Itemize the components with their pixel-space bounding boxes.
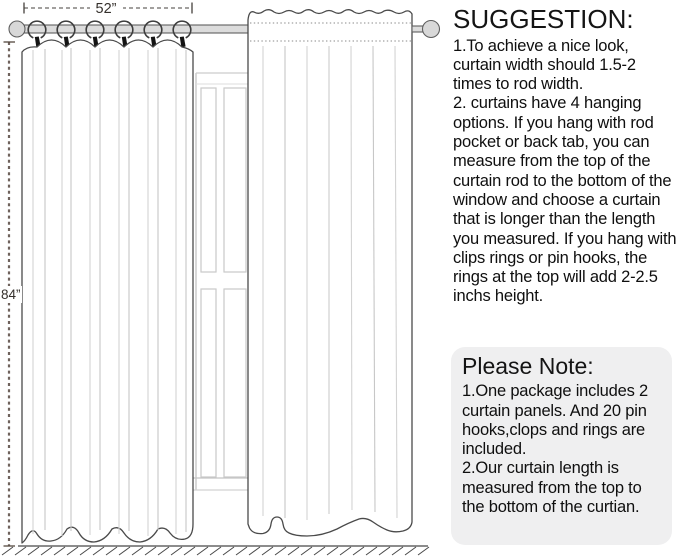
floor-hatching	[2, 547, 429, 555]
suggestion-heading: SUGGESTION:	[453, 4, 634, 34]
please-note-box	[451, 347, 672, 545]
window-pane	[201, 88, 216, 272]
note-item-2: 2.Our curtain length is measured from the top to the bottom of the curtian.	[462, 459, 642, 517]
rod-finial-right	[412, 21, 440, 38]
rod-finial-left	[9, 21, 25, 37]
window-pane	[201, 289, 216, 477]
please-note-heading: Please Note:	[462, 353, 594, 379]
left-curtain-panel	[22, 40, 193, 543]
suggestion-item-1: 1.To achieve a nice look, curtain width should 1.5-2 times to rod width.	[453, 36, 636, 94]
curtain-length-label: 84”	[1, 287, 21, 302]
width-measurement	[24, 0, 192, 17]
right-curtain-panel	[248, 10, 412, 536]
floor-line	[2, 546, 429, 555]
window-frame	[191, 73, 252, 490]
length-measurement	[0, 42, 22, 546]
window-pane	[224, 289, 246, 477]
note-item-1: 1.One package includes 2 curtain panels. And 20 pin hooks,clops and rings are included.	[462, 382, 648, 459]
suggestion-item-2: 2. curtains have 4 hanging options. If you hang with rod pocket or back tab, you can measure from the top of the curtain rod to the bottom of the window and choose a curtain that is longer than the length you measured. If you hang with clips rings or pin hooks, the rings at the top will add 2-2.5 inchs height.	[453, 94, 677, 306]
rod-width-label: 52”	[95, 1, 117, 17]
window-pane	[224, 88, 246, 272]
suggestion-section	[453, 5, 677, 307]
